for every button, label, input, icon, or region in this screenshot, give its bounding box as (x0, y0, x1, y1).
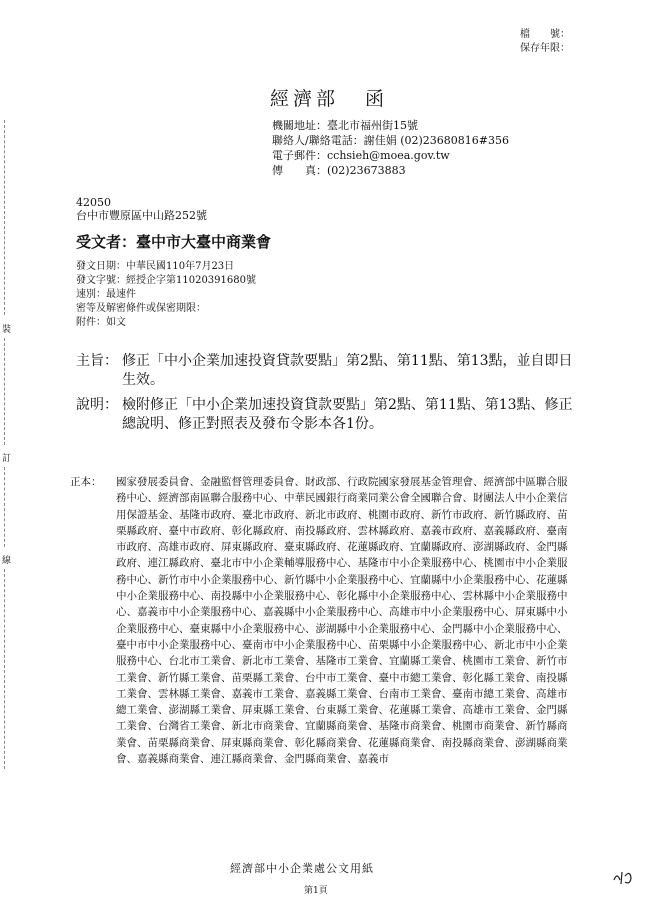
contact-block (272, 118, 509, 178)
agency-address: 機關地址：臺北市福州街15號 (272, 119, 418, 132)
binding-mark-middle: 訂 (2, 454, 12, 464)
letter-title (270, 84, 388, 111)
retention-label: 保存年限： (520, 43, 570, 54)
binding-line-middle (4, 338, 6, 445)
street-address: 台中市豐原區中山路252號 (76, 209, 207, 222)
dispatch-number: 發文字號：經授企字第11020391680號 (76, 275, 256, 286)
copies-item (70, 474, 570, 767)
issuing-agency: 經濟部 (270, 88, 340, 110)
contact-email: 電子郵件：cchsieh@moea.gov.tw (272, 149, 450, 162)
letter-body (76, 352, 576, 434)
dispatch-date: 發文日期：中華民國110年7月23日 (76, 261, 235, 272)
explanation-label: 說明： (76, 397, 118, 413)
subject-item (76, 352, 576, 390)
handwritten-signature-icon (612, 866, 636, 888)
recipient-address (76, 196, 207, 222)
dispatch-meta (76, 260, 256, 330)
contact-fax: 傳 真：(02)23673883 (272, 164, 406, 177)
secrecy-level: 密等及解密條件或保密期限： (76, 303, 206, 314)
copies-label: 正本： (70, 476, 102, 488)
binding-line-top (4, 120, 6, 315)
explanation-item (76, 396, 576, 434)
subject-text: 修正「中小企業加速投資貸款要點」第2點、第11點、第13點，並自即日生效。 (122, 353, 573, 388)
attachment: 附件：如文 (76, 317, 126, 328)
page-number: 第1頁 (304, 886, 328, 896)
file-info (520, 28, 570, 56)
document-type: 函 (365, 88, 389, 110)
file-number-label: 檔 號： (520, 29, 570, 40)
binding-mark-bottom: 線 (2, 556, 12, 566)
paper-footer: 經濟部中小企業處公文用紙 (230, 862, 374, 875)
subject-label: 主旨： (76, 353, 118, 369)
binding-line-bottom (4, 569, 6, 769)
binding-mark-top: 裝 (2, 325, 12, 335)
contact-phone: 聯絡人/聯絡電話：謝佳娟 (02)23680816#356 (272, 134, 509, 147)
delivery-speed: 速別：最速件 (76, 289, 136, 300)
copies-section (70, 474, 570, 767)
zip-code: 42050 (76, 196, 111, 209)
binding-line-lower (4, 467, 6, 547)
copies-list: 國家發展委員會、金融監督管理委員會、財政部、行政院國家發展基金管理會、經濟部中區聯合服務中心、經濟部南區聯合服務中心、中華民國銀行商業同業公會全國聯合會、財團法人中小企業信用保證基金、基隆市政府、臺北市政府、新北市政府、桃園市政府、新竹市政府、新竹縣政府、苗栗縣政府、臺中市政府、彰化縣政府、南投縣政府、雲林縣政府、嘉義市政府、嘉義縣政府、臺南市政府、高雄市政府、屏東縣政府、臺東縣政府、花蓮縣政府、宜蘭縣政府、澎湖縣政府、金門縣政府、連江縣政府、臺北市中小企業輔導服務中心、基隆市中小企業服務中心、桃園市中小企業服務中心、新竹市中小企業服務中心、新竹縣中小企業服務中心、宜蘭縣中小企業服務中心、花蓮縣中小企業服務中心、南投縣中小企業服務中心、彰化縣中小企業服務中心、雲林縣中小企業服務中心、嘉義市中小企業服務中心、嘉義縣中小企業服務中心、高雄市中小企業服務中心、屏東縣中小企業服務中心、臺東縣中小企業服務中心、澎湖縣中小企業服務中心、金門縣中小企業服務中心、臺中市中小企業服務中心、臺南市中小企業服務中心、苗栗縣中小企業服務中心、新北市中小企業服務中心、台北市工業會、新北市工業會、基隆市工業會、宜蘭縣工業會、桃園市工業會、新竹市工業會、新竹縣工業會、苗栗縣工業會、台中市工業會、臺中市總工業會、彰化縣工業會、南投縣工業會、雲林縣工業會、嘉義市工業會、嘉義縣工業會、台南市工業會、臺南市總工業會、高雄市總工業會、澎湖縣工業會、屏東縣工業會、台東縣工業會、花蓮縣工業會、高雄市工業會、金門縣工業會、台灣省工業會、新北市商業會、宜蘭縣商業會、基隆市商業會、桃園市商業會、新竹縣商業會、苗栗縣商業會、屏東縣商業會、彰化縣商業會、花蓮縣商業會、南投縣商業會、澎湖縣商業會、嘉義縣商業會、連江縣商業會、金門縣商業會、嘉義市 (116, 476, 568, 766)
recipient: 受文者：臺中市大臺中商業會 (76, 233, 272, 251)
explanation-text: 檢附修正「中小企業加速投資貸款要點」第2點、第11點、第13點、修正總說明、修正對照表及發布令影本各1份。 (122, 397, 573, 432)
